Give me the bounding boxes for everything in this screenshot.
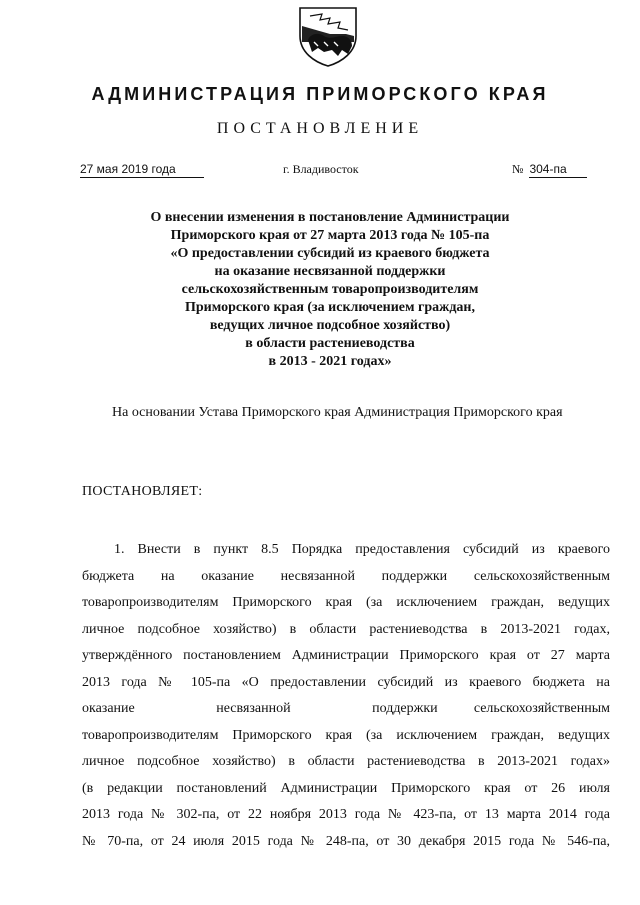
paragraph-line: товаропроизводителям Приморского края (за исключением граждан, ведущих <box>82 727 610 743</box>
paragraph-line: № 70-па, от 24 июля 2015 года № 248-па, от 30 декабря 2015 года № 546-па, <box>82 833 610 849</box>
paragraph-line: бюджета на оказание несвязанной поддержки сельскохозяйственным <box>82 568 610 584</box>
decree-heading: ПОСТАНОВЛЯЕТ: <box>82 484 203 499</box>
paragraph-line: личное подсобное хозяйство) в области растениеводства в 2013-2021 годах» <box>82 754 610 769</box>
basis-paragraph: На основании Устава Приморского края Администрация Приморского края <box>112 405 563 420</box>
title-line: «О предоставлении субсидий из краевого бюджета <box>170 246 490 261</box>
title-line: О внесении изменения в постановление Администрации <box>150 210 510 225</box>
paragraph-line: 2013 года № 105-па «О предоставлении субсидий из краевого бюджета на <box>82 674 610 690</box>
paragraph-line: (в редакции постановлений Администрации Приморского края от 26 июля <box>82 780 610 796</box>
document-city: г. Владивосток <box>283 162 359 176</box>
document-date: 27 мая 2019 года <box>80 162 204 178</box>
document-type: ПОСТАНОВЛЕНИЕ <box>216 120 424 137</box>
number-value: 304-па <box>529 162 587 178</box>
paragraph-line-split <box>82 696 610 723</box>
coat-of-arms-icon <box>296 6 360 68</box>
title-line: в области растениеводства <box>245 336 415 351</box>
paragraph-1 <box>82 537 610 855</box>
paragraph-line: товаропроизводителям Приморского края (за исключением граждан, ведущих <box>82 595 610 610</box>
paragraph-line: 1. Внести в пункт 8.5 Порядка предоставления субсидий из краевого <box>114 542 610 557</box>
paragraph-line: 2013 года № 302-па, от 22 ноября 2013 года № 423-па, от 13 марта 2014 года <box>82 807 610 822</box>
document-number <box>512 162 587 178</box>
title-line: Приморского края от 27 марта 2013 года № 105-па <box>170 228 490 243</box>
document-title <box>110 209 550 371</box>
title-line: Приморского края (за исключением граждан, <box>184 300 475 315</box>
paragraph-line: утверждённого постановлением Администрации Приморского края от 27 марта <box>82 648 610 663</box>
paragraph-line-part: сельскохозяйственным <box>473 701 610 716</box>
title-line: ведущих личное подсобное хозяйство) <box>209 318 451 333</box>
number-prefix: № <box>512 162 524 176</box>
organization-name: АДМИНИСТРАЦИЯ ПРИМОРСКОГО КРАЯ <box>91 84 549 104</box>
title-line: на оказание несвязанной поддержки <box>214 264 446 279</box>
paragraph-line-part: оказание несвязанной поддержки <box>82 701 438 716</box>
paragraph-line: личное подсобное хозяйство) в области растениеводства в 2013-2021 годах, <box>82 621 610 637</box>
title-line: в 2013 - 2021 годах» <box>268 354 392 369</box>
title-line: сельскохозяйственным товаропроизводителям <box>181 282 479 297</box>
